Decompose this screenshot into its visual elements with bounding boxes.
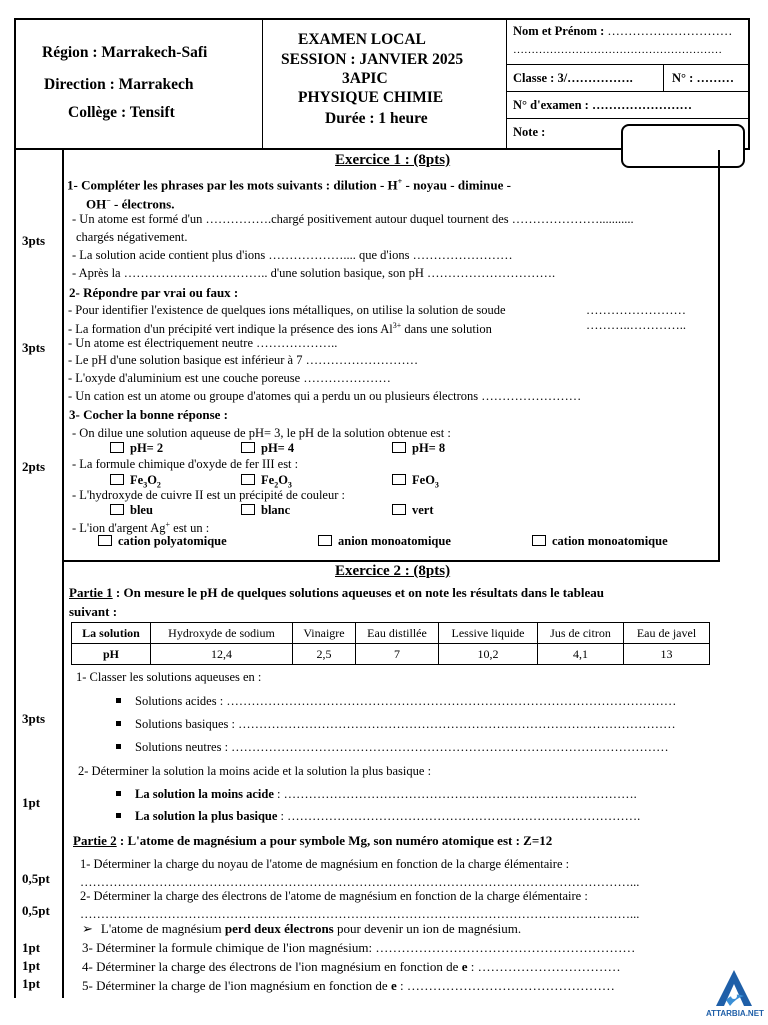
ex1-q3-stem-2: - La formule chimique d'oxyde de fer III est :	[72, 457, 299, 471]
student-info-line-3	[506, 118, 750, 119]
ex2-q2-most-basic[interactable]: La solution la plus basique : ………………………………………………………………………….	[116, 809, 640, 824]
number-divider	[663, 64, 664, 91]
ex1-q2-statement-4[interactable]: - Le pH d'une solution basique est inférieur à 7 ………………………	[68, 353, 419, 367]
name-dots: …………………………	[607, 24, 733, 38]
exercise2-title: Exercice 2 : (8pts)	[335, 563, 451, 579]
ex1-q3-s2-option-3[interactable]: FeO$_3$	[392, 473, 439, 493]
ex1-q3-s1-option-1[interactable]: pH= 2	[110, 441, 163, 456]
ex1-q3-s1-option-2[interactable]: pH= 4	[241, 441, 294, 456]
checkbox[interactable]	[110, 474, 124, 485]
ex1-q2-answer-2[interactable]: ………..…………..	[586, 318, 686, 332]
ex1-q1-sentence-1b: chargés négativement.	[76, 230, 188, 244]
ex2-q2-least-acid[interactable]: La solution la moins acide : ………………………………………………………………………….	[116, 787, 637, 802]
table-row	[72, 644, 710, 665]
table-cell: pH	[72, 644, 151, 665]
ex2-part1-intro-line2: suivant :	[69, 604, 118, 619]
checkbox[interactable]	[532, 535, 546, 546]
class-field[interactable]: Classe : 3/…………….	[513, 71, 633, 85]
ex1-q2-statement-1: - Pour identifier l'existence de quelques ions métalliques, on utilise la solution de soude	[68, 303, 506, 317]
ex2-p2-info: ➢ L'atome de magnésium perd deux électrons pour devenir un ion de magnésium.	[82, 921, 522, 936]
ex2-q1-acids[interactable]: Solutions acides : ………………………………………………………………………………………………	[116, 694, 718, 709]
table-cell: 4,1	[538, 644, 624, 665]
bullet	[116, 698, 121, 703]
exam-title: EXAMEN LOCAL	[298, 31, 426, 48]
checkbox[interactable]	[110, 504, 124, 515]
ex1-q3-heading: 3- Cocher la bonne réponse :	[69, 407, 229, 422]
ex1-q3-s1-option-3[interactable]: pH= 8	[392, 441, 445, 456]
header-divider-2	[506, 18, 507, 150]
ex1-q2-statement-6[interactable]: - Un cation est un atome ou groupe d'atomes qui a perdu un ou plusieurs électrons ……………………	[68, 389, 582, 403]
ex2-p2-q3[interactable]: 3- Déterminer la formule chimique de l'ion magnésium: ……………………………………………………	[82, 940, 636, 955]
ex2-p2-q5[interactable]: 5- Déterminer la charge de l'ion magnésium en fonction de e : …………………………………………	[82, 978, 615, 993]
ex2-part1-intro: Partie 1 : On mesure le pH de quelques solutions aqueuses et on note les résultats dans le tableau	[69, 585, 604, 600]
ex1-q3-stem-1: - On dilue une solution aqueuse de pH= 3, le pH de la solution obtenue est :	[72, 426, 451, 440]
exam-number-field[interactable]: N° d'examen : ……………………	[513, 98, 692, 112]
attarbia-logo	[706, 966, 762, 1020]
ex1-q3-s4-option-1[interactable]: cation polyatomique	[98, 534, 227, 549]
points-ex2-p2q2: 0,5pt	[22, 903, 50, 918]
ex1-q3-s4-option-2[interactable]: anion monoatomique	[318, 534, 451, 549]
checkbox[interactable]	[241, 442, 255, 453]
level-label: 3APIC	[342, 70, 388, 87]
ex1-q3-s2-option-2[interactable]: $Fe_2O_3$	[241, 473, 292, 493]
ex1-q1-sentence-3[interactable]: - Après la …………………………….. d'une solution basique, son pH ………………………….	[72, 266, 556, 280]
arrow-icon: ➢	[82, 921, 93, 936]
ex2-part2-intro: Partie 2 : L'atome de magnésium a pour symbole Mg, son numéro atomique est : Z=12	[73, 833, 553, 848]
table-header-cell: Lessive liquide	[439, 623, 538, 644]
points-ex2-p2q5: 1pt	[22, 976, 41, 991]
ex1-q3-s2-option-1[interactable]: $Fe_3O_2$	[110, 473, 161, 493]
table-header-cell: La solution	[72, 623, 151, 644]
points-ex2-p2q3: 1pt	[22, 940, 41, 955]
ex2-p2-q2: 2- Déterminer la charge des électrons de l'atome de magnésium en fonction de la charge élémentaire :	[80, 889, 588, 903]
checkbox[interactable]	[241, 504, 255, 515]
points-q1: 3pts	[22, 233, 46, 248]
ex1-q1-sentence-2[interactable]: - La solution acide contient plus d'ions ……………….... que d'ions ……………………	[72, 248, 513, 262]
ex1-q1-heading-line2: OH− - électrons.	[86, 196, 175, 212]
ex2-q2: 2- Déterminer la solution la moins acide et la solution la plus basique :	[78, 764, 432, 778]
ex1-q3-s3-option-3[interactable]: vert	[392, 503, 434, 518]
points-ex2-q1: 3pts	[22, 711, 46, 726]
ex1-q2-statement-3[interactable]: - Un atome est électriquement neutre ………………..	[68, 336, 338, 350]
session-label: SESSION : JANVIER 2025	[281, 51, 464, 68]
checkbox[interactable]	[241, 474, 255, 485]
table-cell: 13	[624, 644, 710, 665]
points-ex2-p2q1: 0,5pt	[22, 871, 50, 886]
ex2-p2-q4[interactable]: 4- Déterminer la charge des électrons de l'ion magnésium en fonction de e : ……………………………	[82, 959, 621, 974]
exercise1-right-border	[718, 150, 720, 560]
region-label: Région : Marrakech-Safi	[42, 44, 208, 61]
ex1-q3-s4-option-3[interactable]: cation monoatomique	[532, 534, 668, 549]
exercise-separator	[62, 560, 720, 562]
name-field[interactable]	[513, 24, 732, 39]
bullet	[116, 721, 121, 726]
ex1-q3-stem-3: - L'hydroxyde de cuivre II est un précipité de couleur :	[72, 488, 345, 502]
college-label: Collège : Tensift	[68, 104, 175, 121]
ex2-q1-bases[interactable]: Solutions basiques : ……………………………………………………………………………………………	[116, 717, 718, 732]
checkbox[interactable]	[392, 504, 406, 515]
ex1-q2-answer-1[interactable]: ……………………	[586, 303, 686, 317]
points-ex2-p2q4: 1pt	[22, 958, 41, 973]
ex2-p2-q1: 1- Déterminer la charge du noyau de l'atome de magnésium en fonction de la charge élémentaire :	[80, 857, 570, 871]
logo-text: ATTARBIA.NET	[706, 1009, 764, 1018]
ex2-q1-neutral[interactable]: Solutions neutres : ……………………………………………………………………………………………	[116, 740, 718, 755]
ex2-q1: 1- Classer les solutions aqueuses en :	[76, 670, 262, 684]
points-column-divider	[62, 150, 64, 998]
student-number-field[interactable]: N° : ………	[672, 71, 734, 85]
checkbox[interactable]	[98, 535, 112, 546]
table-header-cell: Hydroxyde de sodium	[151, 623, 293, 644]
duration-label: Durée : 1 heure	[325, 110, 428, 127]
table-cell: 7	[356, 644, 439, 665]
table-cell: 2,5	[293, 644, 356, 665]
student-info-line-2	[506, 91, 750, 92]
note-box[interactable]	[621, 124, 745, 168]
bullet	[116, 791, 121, 796]
ex2-p2-q2-answer[interactable]: ……………………………………………………………………………………………………………………...	[80, 907, 640, 921]
name-label: Nom et Prénom :	[513, 24, 605, 38]
points-q3: 2pts	[22, 459, 46, 474]
table-cell: 10,2	[439, 644, 538, 665]
table-header-cell: Vinaigre	[293, 623, 356, 644]
direction-label: Direction : Marrakech	[44, 76, 194, 93]
subject-label: PHYSIQUE CHIMIE	[298, 89, 444, 106]
header-divider-1	[262, 18, 263, 150]
bullet	[116, 813, 121, 818]
ex1-q1-sentence-1[interactable]: - Un atome est formé d'un …………….chargé positivement autour duquel tournent des …………………...........	[72, 212, 634, 226]
checkbox[interactable]	[392, 442, 406, 453]
points-q2: 3pts	[22, 340, 46, 355]
student-info-line-1	[506, 64, 750, 65]
bullet	[116, 744, 121, 749]
exercise1-title: Exercice 1 : (8pts)	[335, 152, 451, 168]
ex1-q1-heading: 1- Compléter les phrases par les mots suivants : dilution - H+ - noyau - diminue -	[67, 177, 511, 193]
ex1-q2-statement-2: - La formation d'un précipité vert indique la présence des ions $Al^{3+}$ dans une solution	[68, 321, 492, 337]
ex1-q2-statement-5[interactable]: - L'oxyde d'aluminium est une couche poreuse …………………	[68, 371, 391, 385]
name-dots-line-2: …………………………………………………	[513, 44, 722, 56]
checkbox[interactable]	[392, 474, 406, 485]
ex1-q2-heading: 2- Répondre par vrai ou faux :	[69, 285, 239, 300]
table-cell: 12,4	[151, 644, 293, 665]
table-header-cell: Eau distillée	[356, 623, 439, 644]
points-ex2-q2: 1pt	[22, 795, 41, 810]
table-row	[72, 623, 710, 644]
ex1-q3-s3-option-1[interactable]: bleu	[110, 503, 153, 518]
ph-table	[71, 622, 710, 665]
table-header-cell: Eau de javel	[624, 623, 710, 644]
table-header-cell: Jus de citron	[538, 623, 624, 644]
body-left-border	[14, 150, 16, 998]
checkbox[interactable]	[318, 535, 332, 546]
checkbox[interactable]	[110, 442, 124, 453]
ex1-q3-s3-option-2[interactable]: blanc	[241, 503, 290, 518]
ex1-q3-stem-4: - L'ion d'argent Ag+ est un :	[72, 520, 210, 536]
note-label: Note :	[513, 125, 546, 139]
ex2-p2-q1-answer[interactable]: ……………………………………………………………………………………………………………………...	[80, 875, 640, 889]
